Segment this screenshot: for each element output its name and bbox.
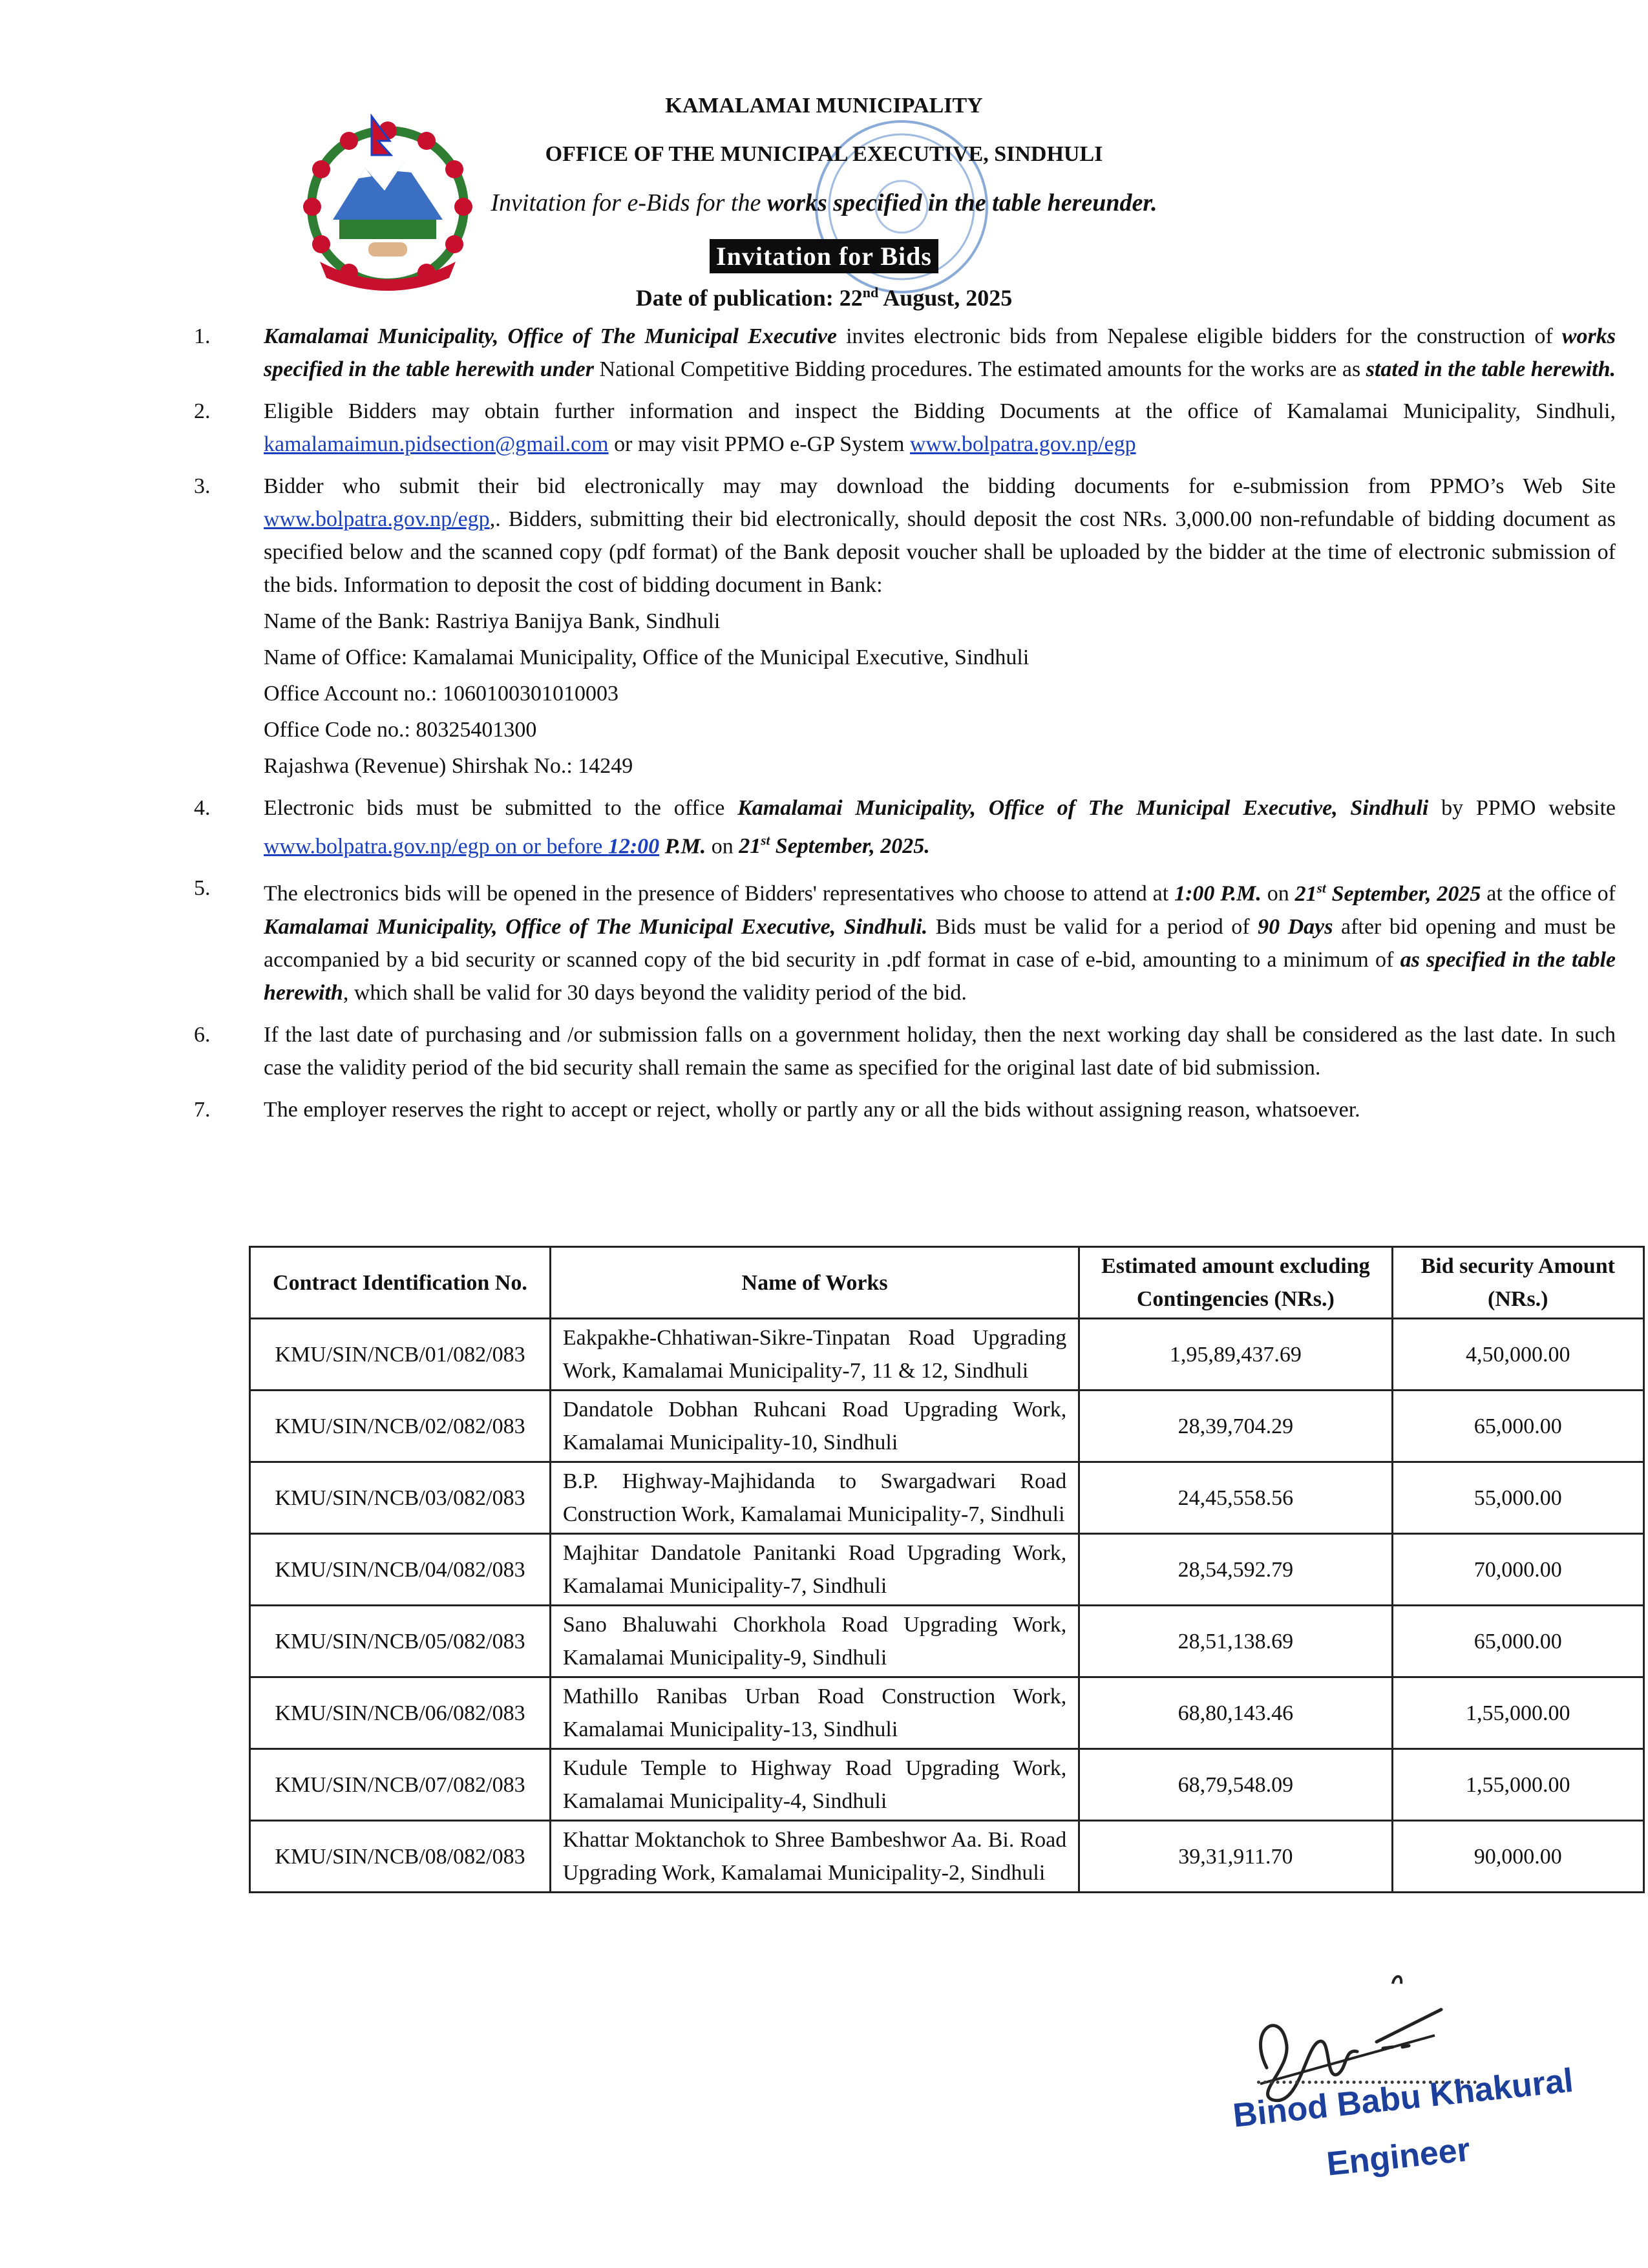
bid-security-cell: 65,000.00 bbox=[1392, 1606, 1643, 1677]
estimate-cell: 28,54,592.79 bbox=[1079, 1534, 1392, 1606]
publication-date: Date of publication: 22nd August, 2025 bbox=[635, 284, 1013, 311]
invitation-banner: Invitation for Bids bbox=[710, 239, 938, 273]
account-number: Office Account no.: 1060100301010003 bbox=[264, 682, 618, 706]
estimate-cell: 1,95,89,437.69 bbox=[1079, 1319, 1392, 1391]
office-name: OFFICE OF THE MUNICIPAL EXECUTIVE, SINDHULI bbox=[545, 142, 1103, 166]
contract-id-cell: KMU/SIN/NCB/06/082/083 bbox=[250, 1677, 551, 1749]
map-band bbox=[339, 220, 436, 239]
column-header-security: Bid security Amount (NRs.) bbox=[1392, 1247, 1643, 1319]
list-item-3: 3. Bidder who submit their bid electronically may may download the bidding documents for e-submission from PPMO’s Web Site www.bolpatra.gov.np/egp,. Bidders, submitting their bid electronically, should deposit the cost NRs. 3,000.00 non-refundable of bidding document as specified below and the scanned copy (pdf format) of the Bank deposit voucher shall be uploaded by the bidder at the time of electronic submission of the bids. Information to deposit the cost of bidding document in Bank: Name of the Bank: Rastriya Banijya Bank, Sindhuli Name of Office: Kamalamai Municipality, Office of the Municipal Executive, Sindhuli Office Account no.: 1060100301010003 Office Code no.: 80325401300 Rajashwa (Revenue) Shirshak No.: 14249 bbox=[194, 470, 1616, 782]
item-number: 3. bbox=[194, 474, 211, 498]
works-name-cell: B.P. Highway-Majhidanda to Swargadwari Road Construction Work, Kamalamai Municipality-7, Sindhuli bbox=[550, 1462, 1079, 1534]
signatory-name: Binod Babu Khakural bbox=[1231, 2061, 1575, 2135]
contract-id-cell: KMU/SIN/NCB/04/082/083 bbox=[250, 1534, 551, 1606]
list-item-4: 4. Electronic bids must be submitted to the office Kamalamai Municipality, Office of The Municipal Executive, Sindhuli by PPMO website www.bolpatra.gov.np/egp on or before 12:00 P.M. on 21st September, 2025. bbox=[194, 792, 1616, 863]
bid-security-cell: 90,000.00 bbox=[1392, 1821, 1643, 1893]
table-row bbox=[250, 1319, 1644, 1391]
item-number: 7. bbox=[194, 1097, 211, 1122]
contract-id-cell: KMU/SIN/NCB/05/082/083 bbox=[250, 1606, 551, 1677]
table-row bbox=[250, 1534, 1644, 1606]
works-name-cell: Dandatole Dobhan Ruhcani Road Upgrading Work, Kamalamai Municipality-10, Sindhuli bbox=[550, 1391, 1079, 1462]
column-header-works: Name of Works bbox=[550, 1247, 1079, 1319]
list-item-5: 5. The electronics bids will be opened in the presence of Bidders' representatives who choose to attend at 1:00 P.M. on 21st September, 2025 at the office of Kamalamai Municipality, Office of The Municipal Executive, Sindhuli. Bids must be valid for a period of 90 Days after bid opening and must be accompanied by a bid security or scanned copy of the bid security in .pdf format in case of e-bid, amounting to a minimum of as specified in the table herewith, which shall be valid for 30 days beyond the validity period of the bid. bbox=[194, 872, 1616, 1009]
signatory-title: Engineer bbox=[1325, 2130, 1472, 2183]
bids-table bbox=[249, 1246, 1645, 1893]
contract-id-cell: KMU/SIN/NCB/02/082/083 bbox=[250, 1391, 551, 1462]
contract-id-cell: KMU/SIN/NCB/03/082/083 bbox=[250, 1462, 551, 1534]
item-number: 1. bbox=[194, 324, 211, 348]
organization-name: KAMALAMAI MUNICIPALITY bbox=[665, 94, 983, 118]
egp-link[interactable]: www.bolpatra.gov.np/egp bbox=[909, 432, 1136, 456]
list-item-2: 2. Eligible Bidders may obtain further information and inspect the Bidding Documents at the office of Kamalamai Municipality, Sindhuli, kamalamaimun.pidsection@gmail.com or may visit PPMO e-GP System www.bolpatra.gov.np/egp bbox=[194, 395, 1616, 461]
table-header-row bbox=[250, 1247, 1644, 1319]
estimate-cell: 28,51,138.69 bbox=[1079, 1606, 1392, 1677]
works-name-cell: Kudule Temple to Highway Road Upgrading Work, Kamalamai Municipality-4, Sindhuli bbox=[550, 1749, 1079, 1821]
table-row bbox=[250, 1821, 1644, 1893]
table-row bbox=[250, 1391, 1644, 1462]
estimate-cell: 68,80,143.46 bbox=[1079, 1677, 1392, 1749]
works-name-cell: Khattar Moktanchok to Shree Bambeshwor Aa. Bi. Road Upgrading Work, Kamalamai Municipality-2, Sindhuli bbox=[550, 1821, 1079, 1893]
bid-security-cell: 55,000.00 bbox=[1392, 1462, 1643, 1534]
works-name-cell: Majhitar Dandatole Panitanki Road Upgrading Work, Kamalamai Municipality-7, Sindhuli bbox=[550, 1534, 1079, 1606]
bid-security-cell: 1,55,000.00 bbox=[1392, 1677, 1643, 1749]
list-item-7: 7. The employer reserves the right to accept or reject, wholly or partly any or all the bids without assigning reason, whatsoever. bbox=[194, 1093, 1616, 1126]
office-name-line: Name of Office: Kamalamai Municipality, Office of the Municipal Executive, Sindhuli bbox=[264, 646, 1030, 669]
bid-security-cell: 70,000.00 bbox=[1392, 1534, 1643, 1606]
column-header-contract-id: Contract Identification No. bbox=[250, 1247, 551, 1319]
column-header-estimate: Estimated amount excluding Contingencies (NRs.) bbox=[1079, 1247, 1392, 1319]
table-row bbox=[250, 1749, 1644, 1821]
estimate-cell: 28,39,704.29 bbox=[1079, 1391, 1392, 1462]
list-item-1: 1. Kamalamai Municipality, Office of The Municipal Executive invites electronic bids from Nepalese eligible bidders for the construction of works specified in the table herewith under National Competitive Bidding procedures. The estimated amounts for the works are as stated in the table herewith. bbox=[194, 320, 1616, 386]
egp-link[interactable]: www.bolpatra.gov.np/egp on or before 12:00 bbox=[264, 834, 660, 859]
egp-link[interactable]: www.bolpatra.gov.np/egp bbox=[264, 507, 490, 531]
item-number: 6. bbox=[194, 1022, 211, 1047]
works-name-cell: Sano Bhaluwahi Chorkhola Road Upgrading Work, Kamalamai Municipality-9, Sindhuli bbox=[550, 1606, 1079, 1677]
item-number: 2. bbox=[194, 399, 211, 423]
list-item-6: 6. If the last date of purchasing and /or submission falls on a government holiday, then the next working day shall be considered as the last date. In such case the validity period of the bid security shall remain the same as specified for the original last date of bid submission. bbox=[194, 1018, 1616, 1084]
estimate-cell: 68,79,548.09 bbox=[1079, 1749, 1392, 1821]
table-row bbox=[250, 1606, 1644, 1677]
office-code: Office Code no.: 80325401300 bbox=[264, 718, 537, 742]
works-name-cell: Eakpakhe-Chhatiwan-Sikre-Tinpatan Road Upgrading Work, Kamalamai Municipality-7, 11 & 12, Sindhuli bbox=[550, 1319, 1079, 1391]
contract-id-cell: KMU/SIN/NCB/08/082/083 bbox=[250, 1821, 551, 1893]
bank-name: Name of the Bank: Rastriya Banijya Bank, Sindhuli bbox=[264, 609, 721, 633]
works-name-cell: Mathillo Ranibas Urban Road Construction Work, Kamalamai Municipality-13, Sindhuli bbox=[550, 1677, 1079, 1749]
notice-items bbox=[194, 320, 1616, 1135]
bid-security-cell: 65,000.00 bbox=[1392, 1391, 1643, 1462]
contract-id-cell: KMU/SIN/NCB/01/082/083 bbox=[250, 1319, 551, 1391]
contract-id-cell: KMU/SIN/NCB/07/082/083 bbox=[250, 1749, 551, 1821]
estimate-cell: 39,31,911.70 bbox=[1079, 1821, 1392, 1893]
email-link[interactable]: kamalamaimun.pidsection@gmail.com bbox=[264, 432, 609, 456]
bid-security-cell: 1,55,000.00 bbox=[1392, 1749, 1643, 1821]
item-number: 5. bbox=[194, 876, 211, 901]
item-number: 4. bbox=[194, 796, 211, 820]
table-row bbox=[250, 1462, 1644, 1534]
estimate-cell: 24,45,558.56 bbox=[1079, 1462, 1392, 1534]
invitation-subtitle: Invitation for e-Bids for the works specified in the table hereunder. bbox=[491, 189, 1157, 216]
bid-security-cell: 4,50,000.00 bbox=[1392, 1319, 1643, 1391]
table-row bbox=[250, 1677, 1644, 1749]
revenue-number: Rajashwa (Revenue) Shirshak No.: 14249 bbox=[264, 754, 633, 778]
